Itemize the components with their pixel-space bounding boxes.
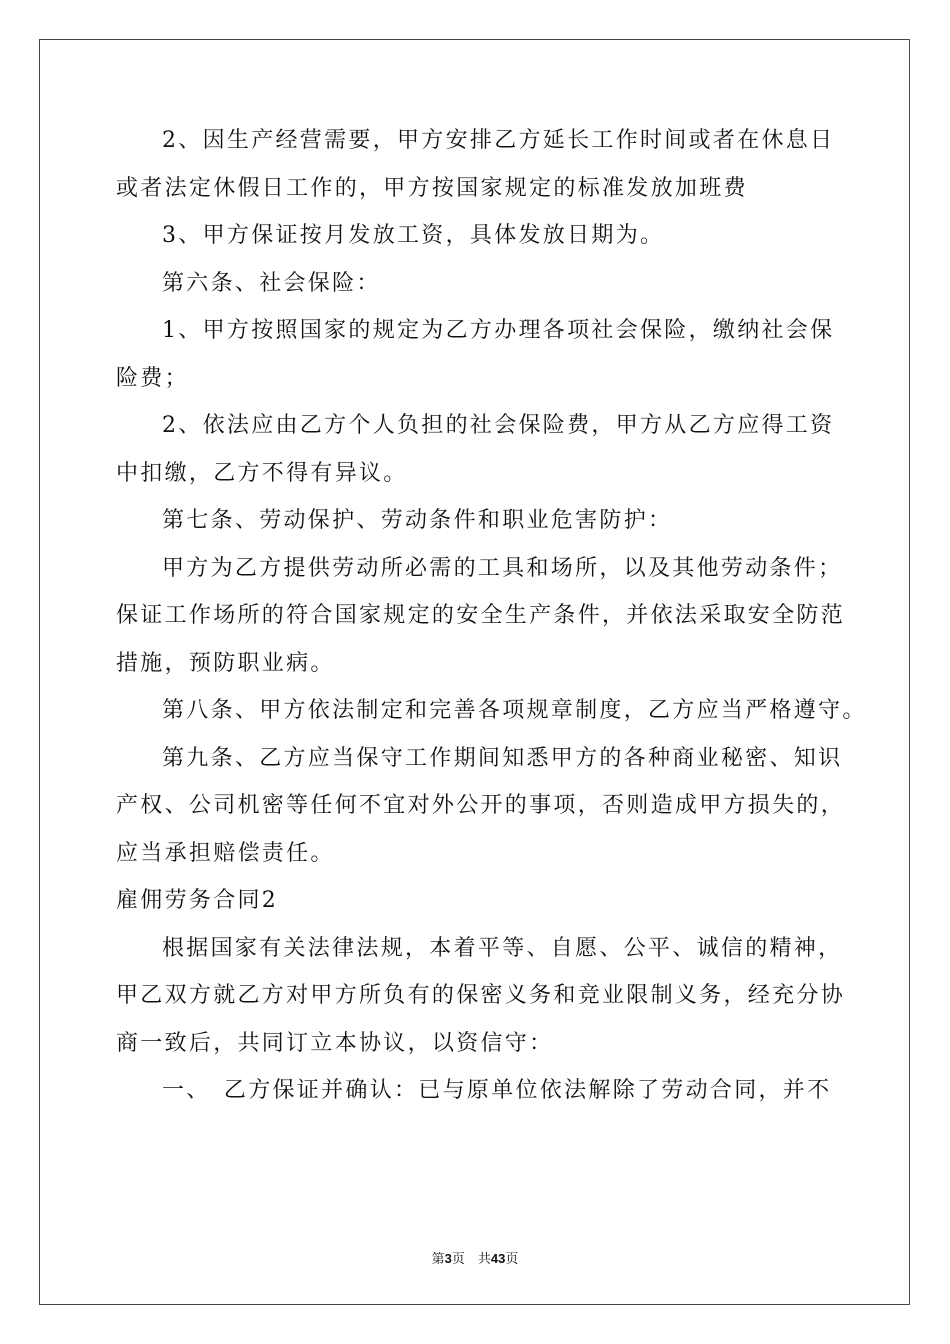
paragraph	[116, 890, 836, 912]
text-line: 甲方为乙方提供劳动所必需的工具和场所，以及其他劳动条件；	[162, 555, 843, 581]
paragraph	[116, 510, 836, 532]
text-line: 甲乙双方就乙方对甲方所负有的保密义务和竞业限制义务，经充分协	[116, 983, 846, 1008]
text-line: 应当承担赔偿责任。	[116, 840, 335, 866]
text-line: 第八条、甲方依法制定和完善各项规章制度，乙方应当严格遵守。	[162, 698, 867, 723]
text-line: 措施，预防职业病。	[116, 650, 335, 676]
text-line: 保证工作场所的符合国家规定的安全生产条件，并依法采取安全防范	[116, 603, 846, 628]
text-line: 第七条、劳动保护、劳动条件和职业危害防护：	[162, 508, 673, 533]
text-line: 产权、公司机密等任何不宜对外公开的事项，否则造成甲方损失的，	[116, 793, 846, 818]
text-line: 第六条、社会保险：	[162, 270, 381, 296]
text-line: 2、因生产经营需要，甲方安排乙方延长工作时间或者在休息日	[162, 128, 835, 153]
text-line: 2、依法应由乙方个人负担的社会保险费，甲方从乙方应得工资	[162, 413, 835, 438]
paragraph	[116, 745, 846, 866]
text-line: 1、甲方按照国家的规定为乙方办理各项社会保险，缴纳社会保	[162, 318, 835, 343]
footer-mid: 页 共	[451, 1252, 491, 1267]
text-line: 根据国家有关法律法规，本着平等、自愿、公平、诚信的精神，	[162, 935, 843, 961]
text-line: 3、甲方保证按月发放工资，具体发放日期为。	[162, 223, 665, 248]
paragraph	[116, 555, 846, 676]
paragraph	[116, 225, 836, 247]
text-line: 雇佣劳务合同2	[116, 888, 279, 913]
paragraph	[116, 320, 836, 390]
text-line: 一、 乙方保证并确认：已与原单位依法解除了劳动合同，并不	[162, 1078, 832, 1103]
paragraph	[116, 1080, 836, 1102]
paragraph	[116, 270, 836, 296]
text-line: 第九条、乙方应当保守工作期间知悉甲方的各种商业秘密、知识	[162, 745, 843, 771]
footer-prefix: 第	[431, 1252, 445, 1267]
footer-suffix: 页	[505, 1252, 519, 1267]
paragraph	[116, 130, 836, 200]
text-line: 险费；	[116, 365, 189, 391]
paragraph	[116, 415, 836, 485]
paragraph	[116, 935, 846, 1056]
text-line: 商一致后，共同订立本协议，以资信守：	[116, 1030, 554, 1056]
document-body	[116, 128, 867, 1128]
total-page-count: 43	[490, 1251, 506, 1266]
paragraph	[116, 698, 867, 723]
current-page-number: 3	[444, 1251, 452, 1266]
text-line: 中扣缴，乙方不得有异议。	[116, 460, 408, 486]
page-footer	[0, 1248, 950, 1267]
text-line: 或者法定休假日工作的，甲方按国家规定的标准发放加班费	[116, 175, 748, 201]
